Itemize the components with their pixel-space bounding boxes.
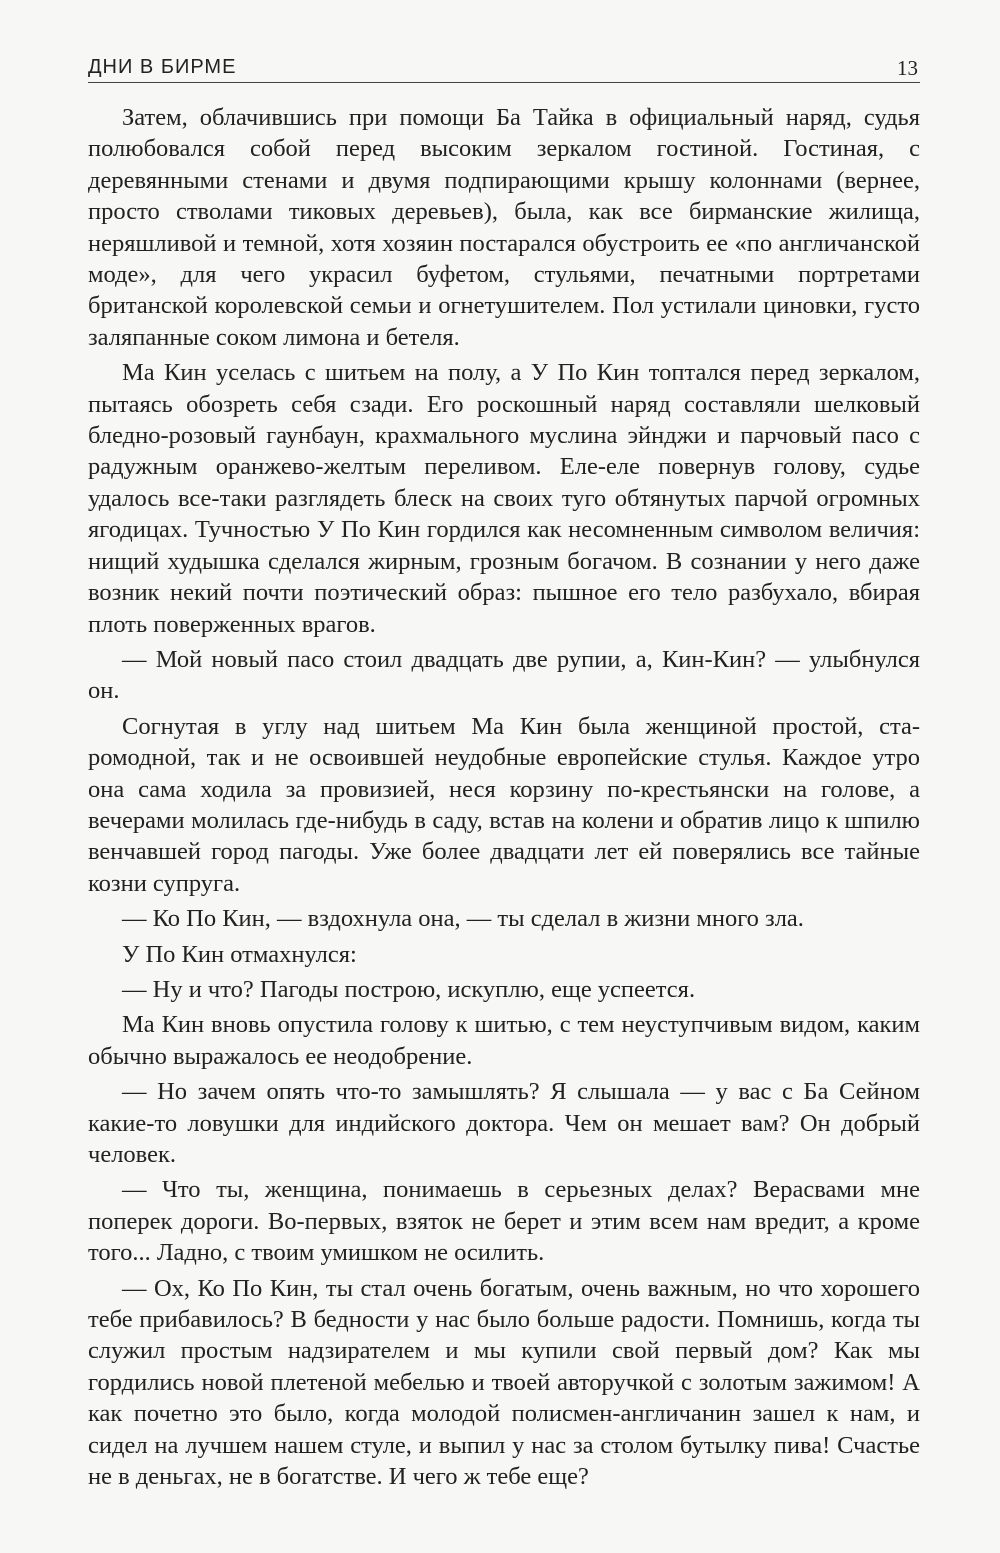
paragraph: — Но зачем опять что-то замышлять? Я слышала — у вас с Ба Сейном какие-то ловушки для индийского доктора. Чем он мешает вам? Он добрый человек. — [88, 1078, 920, 1168]
paragraph: — Что ты, женщина, понимаешь в серьезных делах? Верасвами мне поперек дороги. Во-первых, взяток не берет и этим всем нам вредит, а кроме того... Ладно, с твоим умишком не осилить. — [88, 1176, 920, 1267]
paragraph: Ма Кин вновь опустила голову к шитью, с тем неуступчивым видом, каким обычно выражалось ее неодобрение. — [88, 1011, 920, 1070]
paragraph: Ма Кин уселась с шитьем на полу, а У По Кин топтался перед зеркалом, пытаясь обозреть себя сзади. Его роскошный наряд составляли шелковый бледно-розовый гаунбаун, крахмального муслина эйнджи и парчовый пасо с радужным оранжево-желтым переливом. Еле-еле повернув голову, судье удалось все-таки разглядеть блеск на своих туго обтянутых парчой огромных ягодицах. Тучностью У По Кин гордился как несомненным символом величия: нищий худышка сделался жирным, грозным богачом. В сознании у него даже возник некий почти поэтический образ: пышное его тело разбухало, вбирая плоть поверженных врагов. — [88, 359, 920, 638]
running-title: ДНИ В БИРМЕ — [88, 56, 237, 78]
paragraph: У По Кин отмахнулся: — [122, 940, 357, 968]
paragraph: — Ну и что? Пагоды построю, искуплю, еще успеется. — [122, 975, 696, 1003]
running-head — [88, 54, 920, 83]
body-text — [88, 102, 920, 1496]
paragraph: — Ох, Ко По Кин, ты стал очень богатым, очень важным, но что хорошего тебе прибавилось? В бедности у нас было больше радости. Помнишь, когда ты служил простым надзирателем и мы купили свой первый дом? Как мы гордились новой плетеной мебелью и твоей авторучкой с золотым зажимом! А как почетно это было, когда молодой полисмен-англичанин зашел к нам, и сидел на лучшем нашем стуле, и выпил у нас за столом бутылку пива! Счастье не в деньгах, не в богатстве. И чего ж тебе еще? — [88, 1274, 920, 1491]
paragraph: Согнутая в углу над шитьем Ма Кин была женщиной простой, старомодной, так и не освоившей неудобные европейские стулья. Каждое утро она сама ходила за провизией, неся корзину по-крестьянски на голове, а вечерами молилась где-нибудь в саду, встав на колени и обратив лицо к шпилю венчавшей город пагоды. Уже более двадцати лет ей поверялись все тайные козни супруга. — [88, 712, 920, 897]
paragraph: — Ко По Кин, — вздохнула она, — ты сделал в жизни много зла. — [122, 905, 804, 933]
page-number: 13 — [897, 56, 918, 80]
paragraph: Затем, облачившись при помощи Ба Тайка в официальный наряд, судья полюбовался собой перед высоким зеркалом гостиной. Гостиная, с деревянными стенами и двумя подпирающими крышу колоннами (вернее, просто стволами тиковых деревьев), была, как все бирманские жилища, неряшливой и темной, хотя хозяин постарался обустроить ее «по англичанской моде», для чего украсил буфетом, стульями, печатными портретами британской королевской семьи и огнетушителем. Пол устилали циновки, густо заляпанные соком лимона и бетеля. — [88, 104, 920, 351]
paragraph: — Мой новый пасо стоил двадцать две рупии, а, Кин-Кин? — улыбнулся он. — [88, 645, 920, 705]
